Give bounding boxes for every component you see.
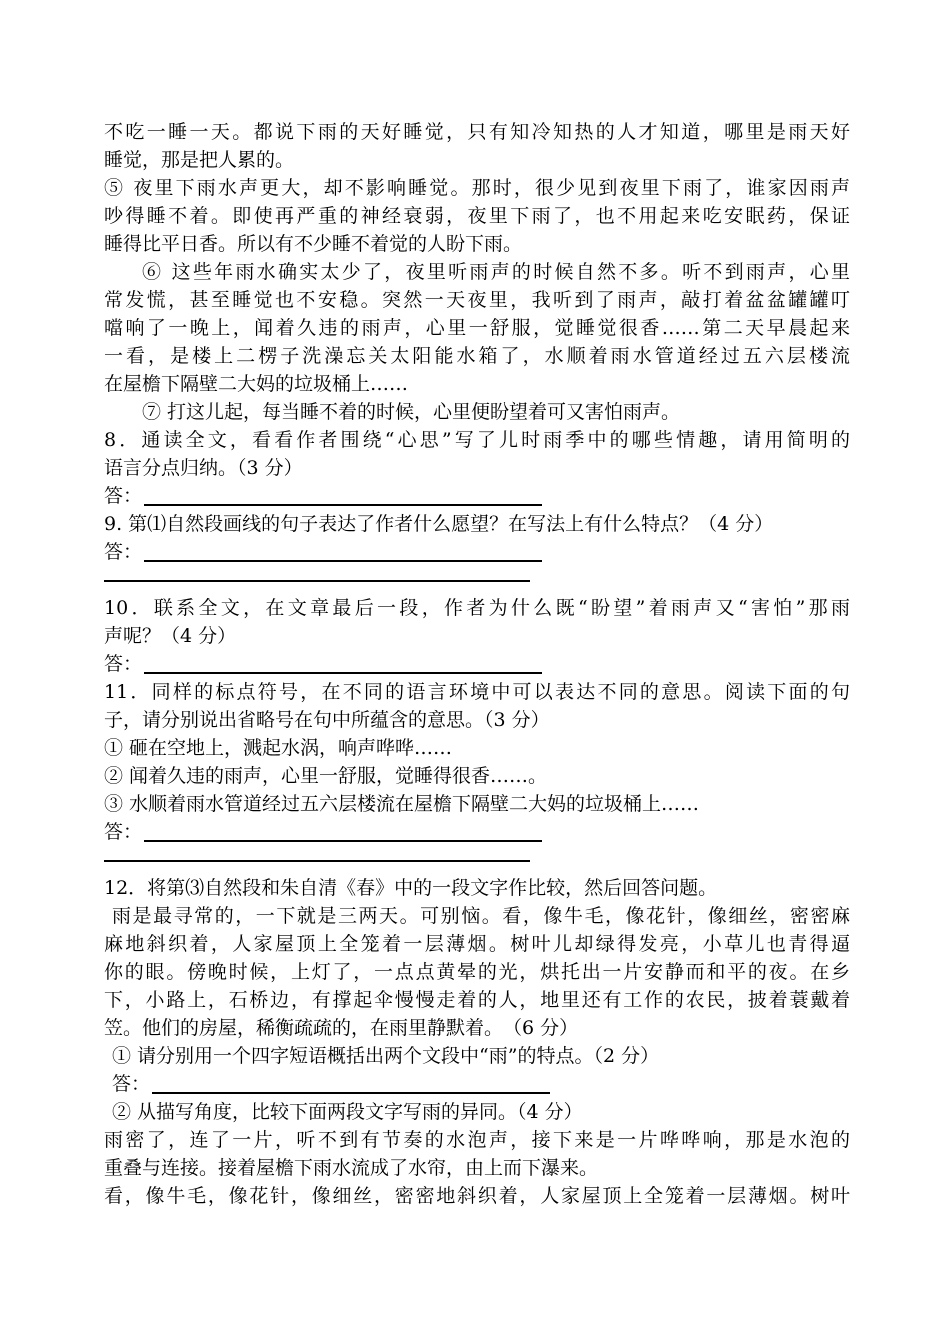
answer-label: 答： [104,821,143,843]
answer-row [104,482,850,510]
quote-line: 下，小路上，石桥边，有撑起伞慢慢走着的人，地里还有工作的农民，披着蓑戴着 [104,989,850,1011]
answer-blank[interactable] [152,1070,550,1094]
answer-blank[interactable] [144,538,542,562]
text-line: 吵得睡不着。即使再严重的神经衰弱，夜里下雨了，也不用起来吃安眠药，保证 [104,205,850,227]
text-line: 一看，是楼上二楞子洗澡忘关太阳能水箱了，水顺着雨水管道经过五六层楼流 [104,345,850,367]
question-8-cont: 语言分点归纳。（3 分） [104,457,303,479]
text-line: 看，像牛毛，像花针，像细丝，密密地斜织着，人家屋顶上全笼着一层薄烟。树叶 [104,1185,850,1207]
question-11: 11．同样的标点符号，在不同的语言环境中可以表达不同的意思。阅读下面的句 [104,681,850,703]
text-line: 睡觉，那是把人累的。 [104,149,295,171]
quote-line: 笠。他们的房屋，稀衡疏疏的，在雨里静默着。 （6 分） [104,1017,579,1039]
quote-line: 麻地斜织着，人家屋顶上全笼着一层薄烟。树叶儿却绿得发亮，小草儿也青得逼 [104,933,850,955]
answer-label: 答： [104,653,143,675]
answer-label: 答： [112,1073,151,1095]
text-line: ⑤ 夜里下雨水声更大，却不影响睡觉。那时，很少见到夜里下雨了，谁家因雨声 [104,177,850,199]
answer-label: 答： [104,485,143,507]
sub-item: ② 闻着久违的雨声，心里一舒服，觉睡得很香……。 [104,765,548,787]
text-line: 常发慌，甚至睡觉也不安稳。突然一天夜里，我听到了雨声，敲打着盆盆罐罐叮 [104,289,850,311]
question-9: 9. 第⑴自然段画线的句子表达了作者什么愿望？在写法上有什么特点？（4 分） [104,513,774,535]
quote-line: 雨是最寻常的，一下就是三两天。可别恼。看，像牛毛，像花针，像细丝，密密麻 [112,905,850,927]
answer-row [104,650,850,678]
text-line: ⑥ 这些年雨水确实太少了，夜里听雨声的时候自然不多。听不到雨声，心里 [142,261,850,283]
answer-row [104,538,850,566]
sub-question: ② 从描写角度，比较下面两段文字写雨的异同。（4 分） [112,1101,583,1123]
question-8: 8．通读全文，看看作者围绕“心思”写了儿时雨季中的哪些情趣，请用简明的 [104,429,850,451]
sub-question: ① 请分别用一个四字短语概括出两个文段中“雨”的特点。（2 分） [112,1045,660,1067]
document-page [104,118,850,1210]
question-12: 12．将第⑶自然段和朱自清《春》中的一段文字作比较，然后回答问题。 [104,877,718,899]
answer-blank[interactable] [144,482,542,506]
answer-row [104,818,850,846]
sub-item: ① 砸在空地上，溅起水涡，响声哗哗…… [104,737,453,759]
text-line: ⑦ 打这儿起，每当睡不着的时候，心里便盼望着可又害怕雨声。 [142,401,681,423]
text-line: 在屋檐下隔壁二大妈的垃圾桶上…… [104,373,409,395]
text-line: 重叠与连接。接着屋檐下雨水流成了水帘，由上而下瀑来。 [104,1157,599,1179]
text-line: 不吃一睡一天。都说下雨的天好睡觉，只有知冷知热的人才知道，哪里是雨天好 [104,121,850,143]
quote-line: 你的眼。傍晚时候，上灯了，一点点黄晕的光，烘托出一片安静而和平的夜。在乡 [104,961,850,983]
text-line: 噹响了一晚上，闻着久违的雨声，心里一舒服，觉睡觉很香……第二天早晨起来 [104,317,850,339]
text-line: 雨密了，连了一片，听不到有节奏的水泡声，接下来是一片哗哗响，那是水泡的 [104,1129,850,1151]
answer-extra-line[interactable] [104,566,850,594]
sub-item: ③ 水顺着雨水管道经过五六层楼流在屋檐下隔壁二大妈的垃圾桶上…… [104,793,700,815]
question-10-cont: 声呢？（4 分） [104,625,237,647]
question-11-cont: 子，请分别说出省略号在句中所蕴含的意思。（3 分） [104,709,550,731]
answer-row [104,1070,850,1098]
answer-extra-line[interactable] [104,846,850,874]
text-line: 睡得比平日香。所以有不少睡不着觉的人盼下雨。 [104,233,523,255]
answer-blank[interactable] [144,650,542,674]
answer-blank[interactable] [144,818,542,842]
question-10: 10．联系全文，在文章最后一段，作者为什么既“盼望”着雨声又“害怕”那雨 [104,597,850,619]
answer-label: 答： [104,541,143,563]
